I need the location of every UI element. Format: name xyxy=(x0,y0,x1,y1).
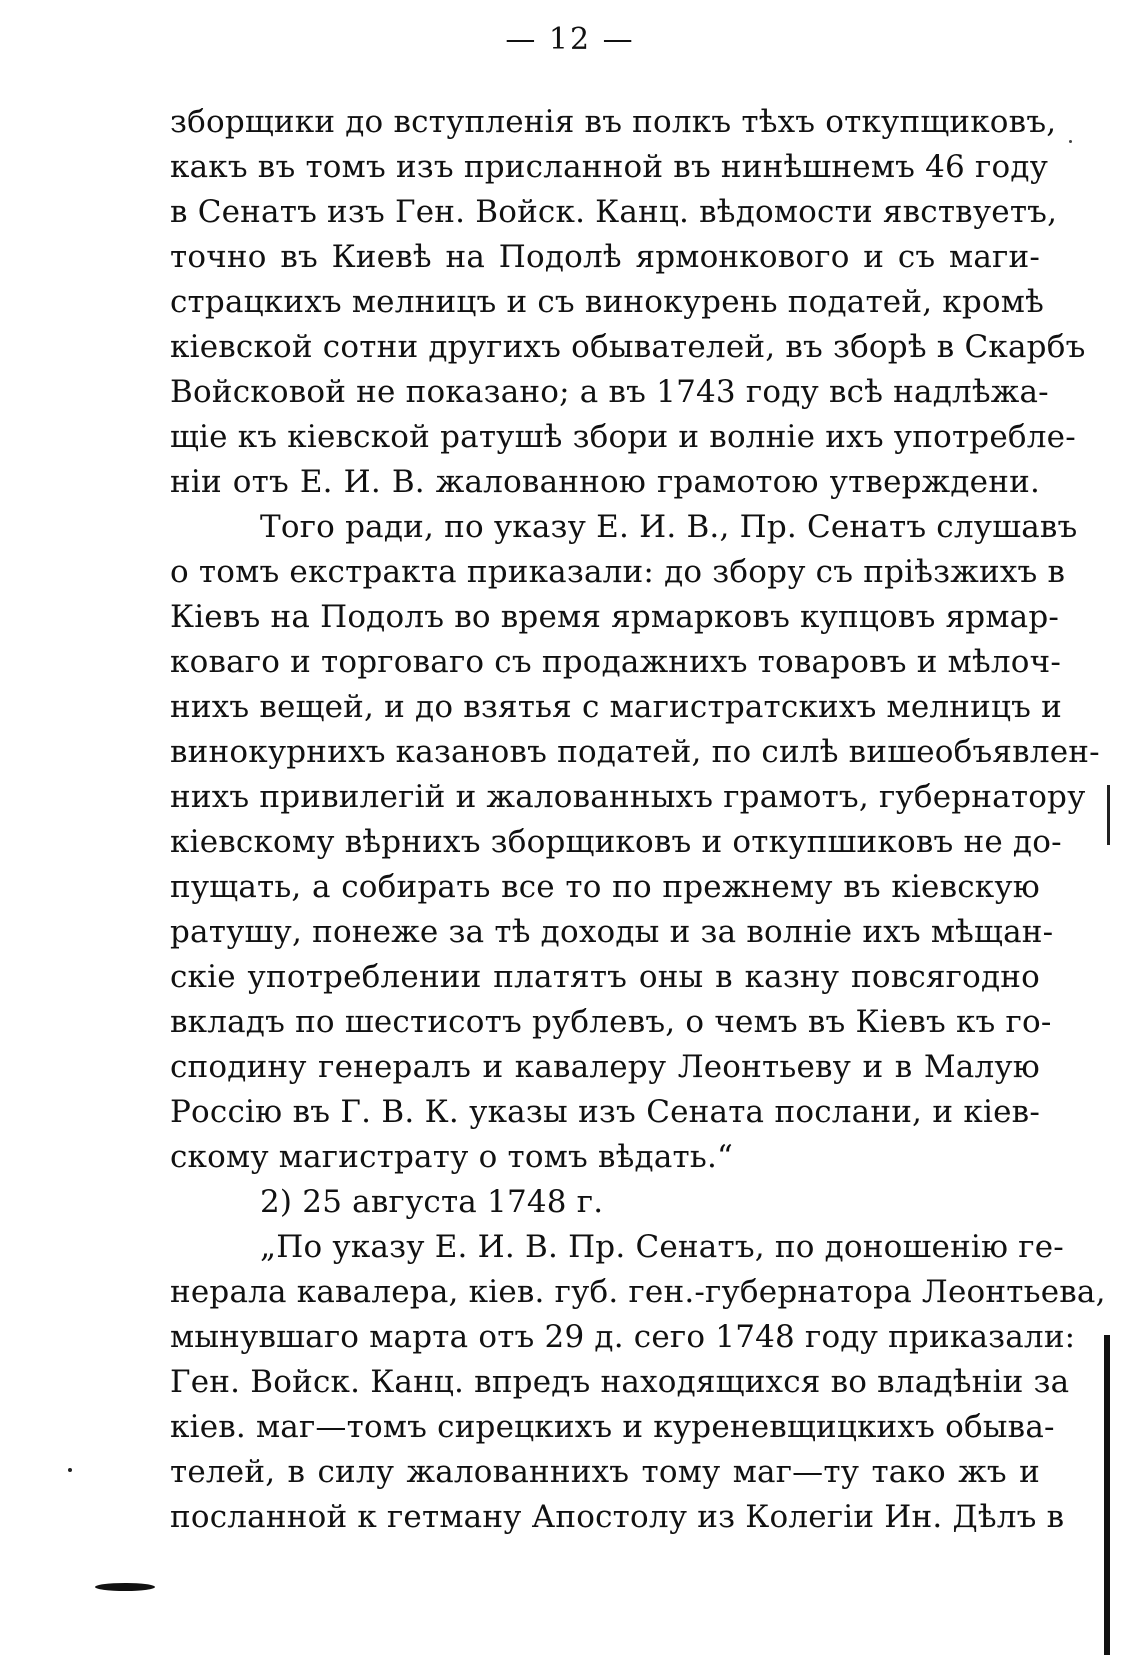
text-line: кіевской сотни другихъ обывателей, въ зборѣ в Скарбъ xyxy=(170,329,1086,365)
text-line: щіе къ кіевской ратушѣ збори и волніе ихъ употребле- xyxy=(170,419,1076,455)
text-line: кіевскому вѣрнихъ зборщиковъ и откупшиковъ не до- xyxy=(170,824,1062,860)
text-line: посланной к гетману Апостолу из Колегіи Ин. Дѣлъ в xyxy=(170,1499,1065,1535)
text-line: вкладъ по шестисотъ рублевъ, о чемъ въ Кіевъ къ го- xyxy=(170,1004,1052,1040)
text-line: скіе употреблении платятъ оны в казну повсягодно xyxy=(170,959,1040,995)
text-line: точно въ Киевѣ на Подолѣ ярмонкового и съ маги- xyxy=(170,239,1040,275)
scan-speck xyxy=(68,1468,72,1472)
text-line: мынувшаго марта отъ 29 д. сего 1748 году приказали: xyxy=(170,1319,1076,1355)
scan-margin-mark xyxy=(1107,785,1110,845)
text-line: нихъ привилегій и жалованныхъ грамотъ, губернатору xyxy=(170,779,1086,815)
text-line: скому магистрату о томъ вѣдать.“ xyxy=(170,1139,734,1175)
text-line: „По указу Е. И. В. Пр. Сенатъ, по доношенію ге- xyxy=(260,1229,1064,1265)
section-heading: 2) 25 августа 1748 г. xyxy=(260,1184,604,1220)
text-line: винокурнихъ казановъ податей, по силѣ вишеобъявлен- xyxy=(170,734,1100,770)
page-number: — 12 — xyxy=(505,22,635,57)
text-line: сподину генералъ и кавалеру Леонтьеву и в Малую xyxy=(170,1049,1040,1085)
text-line: нерала кавалера, кіев. губ. ген.-губернатора Леонтьева, xyxy=(170,1274,1106,1310)
body-text xyxy=(170,100,1106,1540)
text-line: кіев. маг—томъ сирецкихъ и куреневщицкихъ обыва- xyxy=(170,1409,1055,1445)
text-line: зборщики до вступленія въ полкъ тѣхъ откупщиковъ, xyxy=(170,104,1057,140)
text-line: Ген. Войск. Канц. впредъ находящихся во владѣніи за xyxy=(170,1364,1070,1400)
text-line: страцкихъ мелницъ и съ винокурень податей, кромѣ xyxy=(170,284,1044,320)
scan-speck xyxy=(1069,140,1072,143)
text-line: Россію въ Г. В. К. указы изъ Сената послани, и кіев- xyxy=(170,1094,1040,1130)
scan-ink-mark xyxy=(95,1583,155,1591)
text-line: Кіевъ на Подолъ во время ярмарковъ купцовъ ярмар- xyxy=(170,599,1060,635)
text-line: в Сенатъ изъ Ген. Войск. Канц. вѣдомости явствуетъ, xyxy=(170,194,1058,230)
text-line: коваго и торговаго съ продажнихъ товаровъ и мѣлоч- xyxy=(170,644,1062,680)
text-line: ратушу, понеже за тѣ доходы и за волніе ихъ мѣщан- xyxy=(170,914,1054,950)
text-line: Того ради, по указу Е. И. В., Пр. Сенатъ слушавъ xyxy=(260,509,1078,545)
text-line: телей, в силу жалованнихъ тому маг—ту тако жъ и xyxy=(170,1454,1040,1490)
text-line: пущать, а собирать все то по прежнему въ кіевскую xyxy=(170,869,1040,905)
text-line: нихъ вещей, и до взятья с магистратскихъ мелницъ и xyxy=(170,689,1063,725)
text-line: Войсковой не показано; а въ 1743 году всѣ надлѣжа- xyxy=(170,374,1049,410)
text-line: какъ въ томъ изъ присланной въ нинѣшнемъ 46 году xyxy=(170,149,1049,185)
text-line: ніи отъ Е. И. В. жалованною грамотою утверждени. xyxy=(170,464,1040,500)
scan-edge-shadow xyxy=(1104,1335,1110,1655)
text-line: о томъ екстракта приказали: до збору съ пріѣзжихъ в xyxy=(170,554,1066,590)
